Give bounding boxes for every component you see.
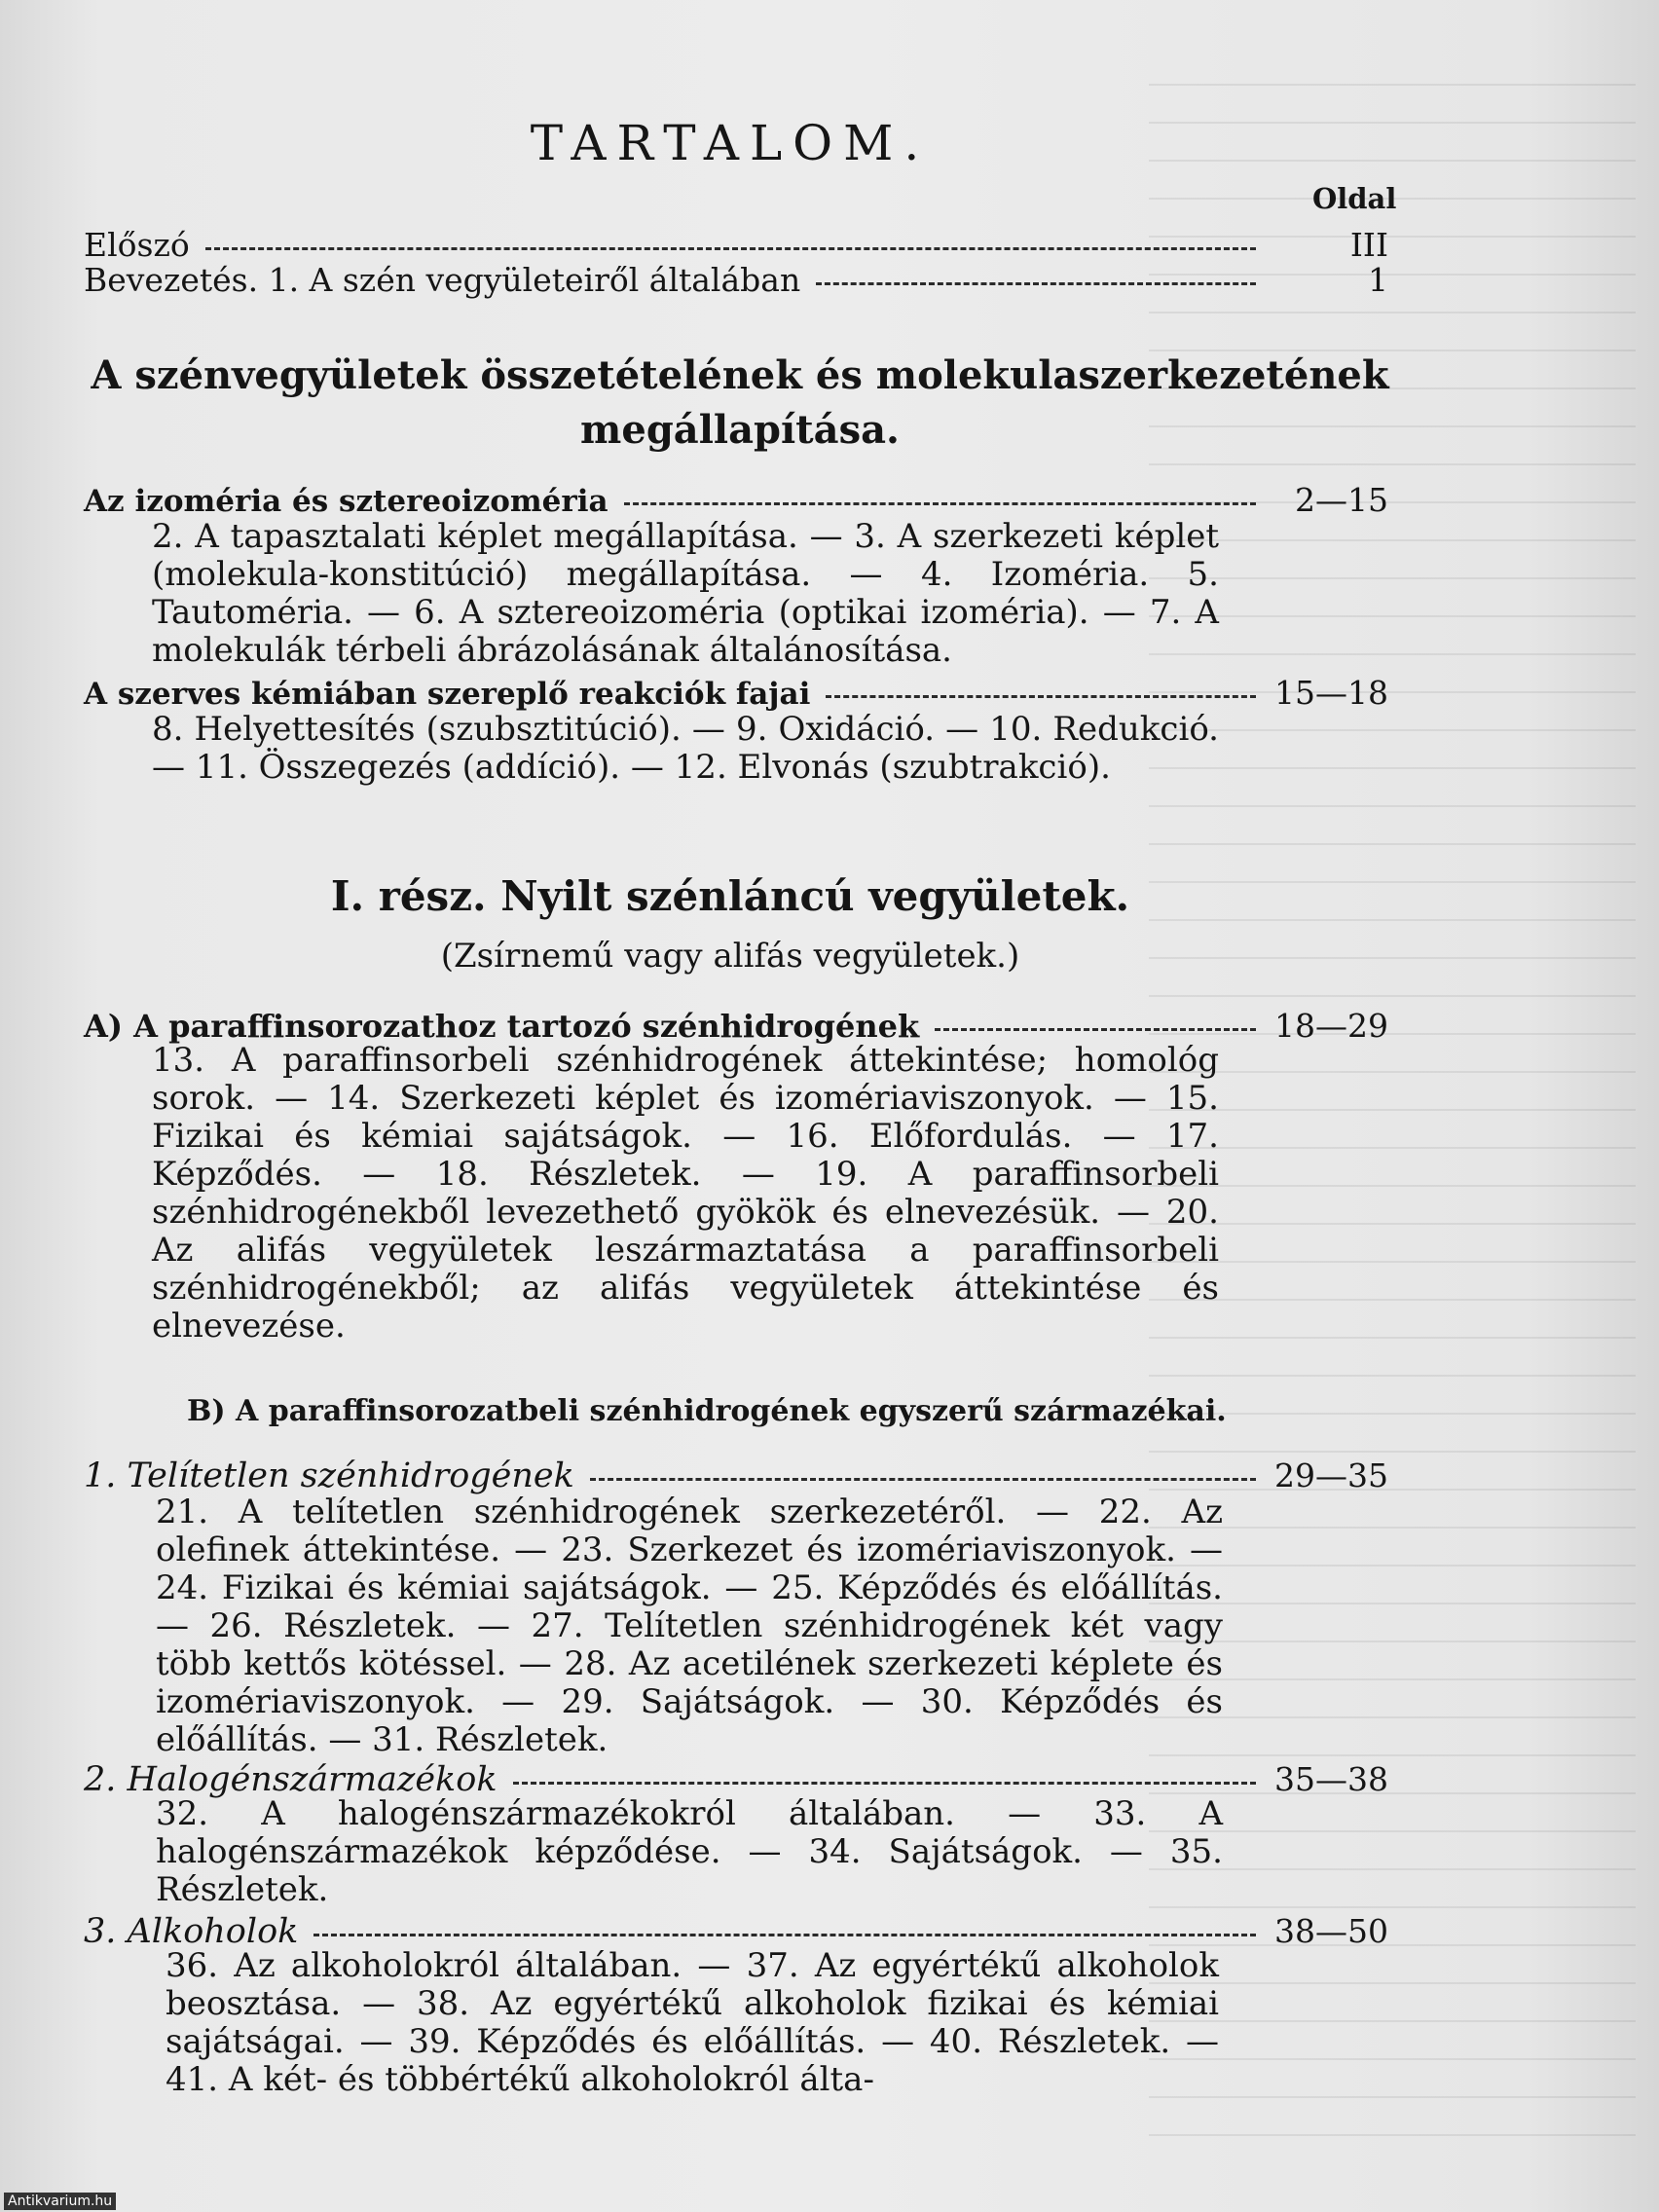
toc-leader	[935, 1028, 1256, 1031]
toc-entry	[84, 1456, 1388, 1495]
toc-leader	[624, 502, 1256, 505]
toc-entry	[84, 1912, 1388, 1951]
toc-page: 29—35	[1274, 1456, 1388, 1494]
subsection-heading: B) A paraffinsorozatbeli szénhidrogének egyszerű származékai.	[187, 1394, 1227, 1428]
toc-page: 15—18	[1274, 674, 1388, 712]
toc-leader	[313, 1934, 1256, 1936]
toc-entry-description: 32. A halogénszármazékokról általában. — 33. A halogénszármazékok képződése. — 34. Sajátságok. — 35. Részletek.	[156, 1794, 1223, 1909]
toc-entry-description: 21. A telítetlen szénhidrogének szerkezetéről. — 22. Az olefinek áttekintése. — 23. Szerkezet és izomériaviszonyok. — 24. Fizikai és kémiai sajátságok. — 25. Képződés és előállítás. — 26. Részletek. — 27. Telítetlen szénhidrogének két vagy több kettős kötéssel. — 28. Az acetilének szerkezeti képlete és izomériaviszonyok. — 29. Sajátságok. — 30. Képződés és előállítás. — 31. Részletek.	[156, 1493, 1223, 1759]
part-heading: I. rész. Nyilt szénláncú vegyületek.	[330, 872, 1130, 920]
part-subheading: (Zsírnemű vagy alifás vegyületek.)	[440, 937, 1020, 976]
toc-entry-label: A) A paraffinsorozathoz tartozó szénhidrogének	[84, 1008, 920, 1045]
toc-leader	[205, 247, 1256, 250]
watermark-label: Antikvarium.hu	[4, 2193, 116, 2210]
toc-entry-description: 13. A paraffinsorbeli szénhidrogének áttekintése; homológ sorok. — 14. Szerkezeti képlet és izomériaviszonyok. — 15. Fizikai és kémiai sajátságok. — 16. Előfordulás. — 17. Képződés. — 18. Részletek. — 19. A paraffinsorbeli szénhidrogénekből levezethető gyökök és elnevezésük. — 20. Az alifás vegyületek leszármaztatása a paraffinsorbeli szénhidrogénekből; az alifás vegyületek áttekintése és elnevezése.	[152, 1041, 1219, 1346]
toc-page: 1	[1368, 261, 1388, 299]
toc-page: 38—50	[1274, 1912, 1388, 1950]
toc-entry	[84, 1760, 1388, 1799]
page-title: TARTALOM.	[530, 115, 931, 171]
toc-leader	[826, 695, 1256, 698]
toc-entry	[84, 226, 1388, 265]
toc-page: III	[1349, 226, 1388, 264]
toc-entry-label: Az izoméria és sztereoizoméria	[84, 484, 608, 519]
toc-entry-label: A szerves kémiában szereplő reakciók fajai	[84, 677, 811, 712]
section-heading: A szénvegyületek összetételének és molekulaszerkezetének megállapítása.	[91, 352, 1389, 453]
toc-page: 2—15	[1295, 481, 1388, 519]
toc-entry-description: 2. A tapasztalati képlet megállapítása. — 3. A szerkezeti képlet (molekula-konstitúció) megállapítása. — 4. Izoméria. 5. Tautoméria. — 6. A sztereoizoméria (optikai izoméria). — 7. A molekulák térbeli ábrázolásának általánosítása.	[152, 517, 1219, 670]
toc-leader	[816, 282, 1256, 285]
toc-entry-description: 36. Az alkoholokról általában. — 37. Az egyértékű alkoholok beosztása. — 38. Az egyértékű alkoholok fizikai és kémiai sajátságai. — 39. Képződés és előállítás. — 40. Részletek. — 41. A két- és többértékű alkoholokról álta-	[166, 1946, 1219, 2099]
toc-page: 18—29	[1274, 1007, 1388, 1045]
toc-entry	[84, 261, 1388, 300]
toc-entry	[84, 674, 1388, 713]
toc-entry-label: 3. Alkoholok	[84, 1912, 299, 1951]
toc-entry-label: Bevezetés. 1. A szén vegyületeiről általában	[84, 261, 801, 299]
toc-entry	[84, 481, 1388, 520]
toc-entry-label: Előszó	[84, 226, 190, 264]
toc-leader	[590, 1478, 1256, 1481]
toc-entry	[84, 1007, 1388, 1046]
toc-entry-description: 8. Helyettesítés (szubsztitúció). — 9. Oxidáció. — 10. Redukció. — 11. Összegezés (addíció). — 12. Elvonás (szubtrakció).	[152, 710, 1219, 787]
toc-entry-label: 2. Halogénszármazékok	[84, 1760, 498, 1799]
page-column-label: Oldal	[1312, 182, 1397, 215]
toc-page: 35—38	[1274, 1760, 1388, 1798]
toc-entry-label: 1. Telítetlen szénhidrogének	[84, 1456, 574, 1495]
toc-leader	[513, 1782, 1256, 1785]
